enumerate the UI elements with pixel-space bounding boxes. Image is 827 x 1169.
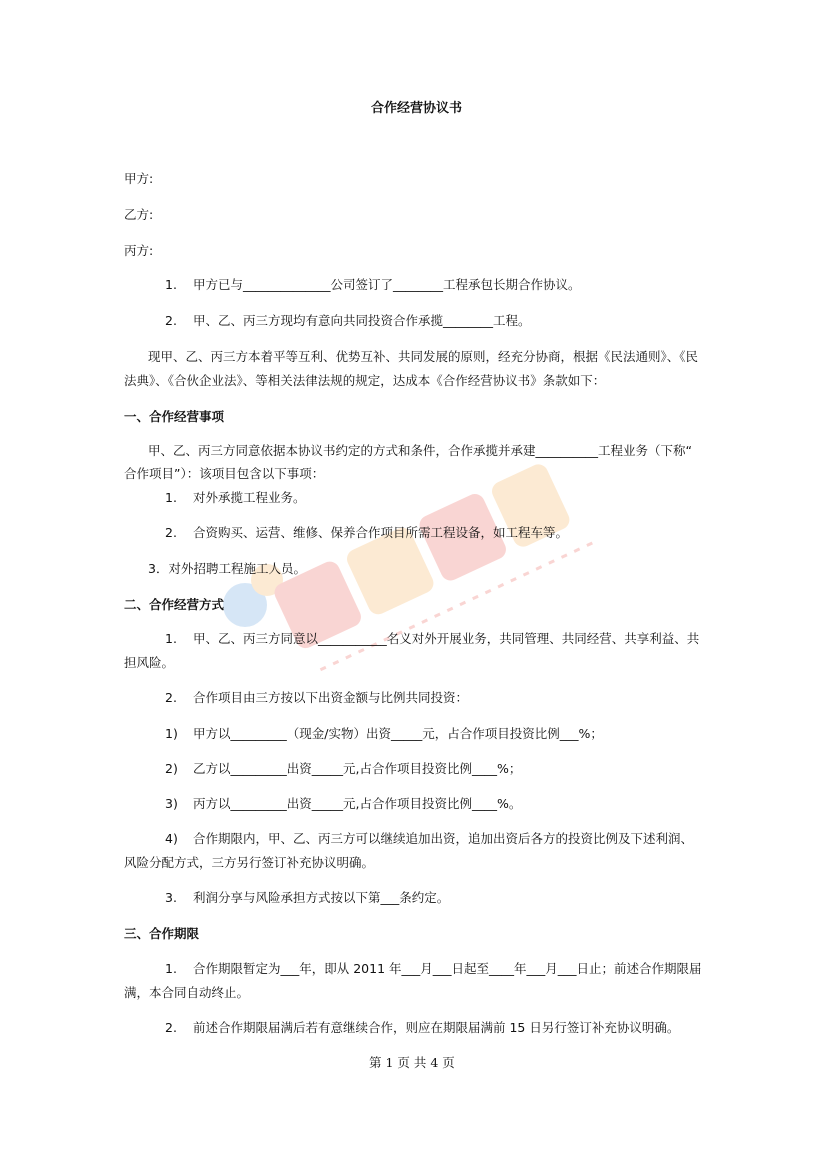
intro-item-1-number: 1. [165, 277, 177, 292]
section-1-para-line-1: 甲、乙、丙三方同意依据本协议书约定的方式和条件，合作承揽并承建__________工程业务（下称“ [148, 443, 692, 458]
preamble-line-1: 现甲、乙、丙三方本着平等互利、优势互补、共同发展的原则，经充分协商，根据《民法通则》、《民 [148, 349, 699, 364]
investment-item-1-text: 甲方以_________（现金/实物）出资_____元，占合作项目投资比例___%； [193, 726, 603, 741]
section-2-item-4-line-1: 合作期限内，甲、乙、丙三方可以继续追加出资，追加出资后各方的投资比例及下述利润、 [193, 831, 694, 846]
section-2-item-1-number: 1. [165, 631, 177, 646]
party-a-label: 甲方: [124, 171, 154, 186]
section-3-heading: 三、合作期限 [124, 926, 200, 941]
investment-item-1-number: 1) [165, 726, 178, 741]
intro-item-2-text: 甲、乙、丙三方现均有意向共同投资合作承揽________工程。 [193, 313, 531, 328]
section-1-item-2-text: 合资购买、运营、维修、保养合作项目所需工程设备，如工程车等。 [193, 525, 569, 540]
section-3-item-1-line-2: 满，本合同自动终止。 [124, 985, 250, 1000]
section-1-para-line-2: 合作项目”）：该项目包含以下事项： [124, 466, 325, 481]
section-3-item-1-line-1: 合作期限暂定为___年，即从 2011 年___月___日起至____年___月___日止；前述合作期限届 [193, 961, 702, 976]
party-b-label: 乙方: [124, 207, 154, 222]
section-3-item-2-text: 前述合作期限届满后若有意继续合作，则应在期限届满前 15 日另行签订补充协议明确。 [193, 1020, 680, 1035]
section-2-item-3-number: 3. [165, 890, 177, 905]
section-1-item-1-number: 1. [165, 490, 177, 505]
investment-item-2-text: 乙方以_________出资_____元,占合作项目投资比例____%； [193, 761, 522, 776]
section-2-item-3-text: 利润分享与风险承担方式按以下第___条约定。 [193, 890, 450, 905]
page-footer: 第 1 页 共 4 页 [369, 1055, 455, 1070]
section-1-item-1-text: 对外承揽工程业务。 [193, 490, 306, 505]
document-title: 合作经营协议书 [371, 101, 463, 116]
section-2-item-2-text: 合作项目由三方按以下出资金额与比例共同投资： [193, 690, 469, 705]
section-1-heading: 一、合作经营事项 [124, 409, 225, 424]
intro-item-2-number: 2. [165, 313, 177, 328]
section-2-item-1-line-2: 担风险。 [124, 655, 175, 670]
section-3-item-1-number: 1. [165, 961, 177, 976]
investment-item-3-number: 3) [165, 796, 178, 811]
investment-item-2-number: 2) [165, 761, 178, 776]
section-2-item-4-number: 4) [165, 831, 178, 846]
section-1-item-2-number: 2. [165, 525, 177, 540]
section-2-item-1-line-1: 甲、乙、丙三方同意以___________名义对外开展业务，共同管理、共同经营、共享利益、共 [193, 631, 700, 646]
section-2-heading: 二、合作经营方式 [124, 597, 225, 612]
investment-item-3-text: 丙方以_________出资_____元,占合作项目投资比例____%。 [193, 796, 522, 811]
section-2-item-4-line-2: 风险分配方式，三方另行签订补充协议明确。 [124, 855, 375, 870]
preamble-line-2: 法典》、《合伙企业法》、等相关法律法规的规定，达成本《合作经营协议书》条款如下： [124, 373, 606, 388]
section-3-item-2-number: 2. [165, 1020, 177, 1035]
party-c-label: 丙方: [124, 243, 154, 258]
intro-item-1-text: 甲方已与______________公司签订了________工程承包长期合作协议。 [193, 277, 581, 292]
section-2-item-2-number: 2. [165, 690, 177, 705]
section-1-item-3: 3．对外招聘工程施工人员。 [148, 561, 306, 576]
